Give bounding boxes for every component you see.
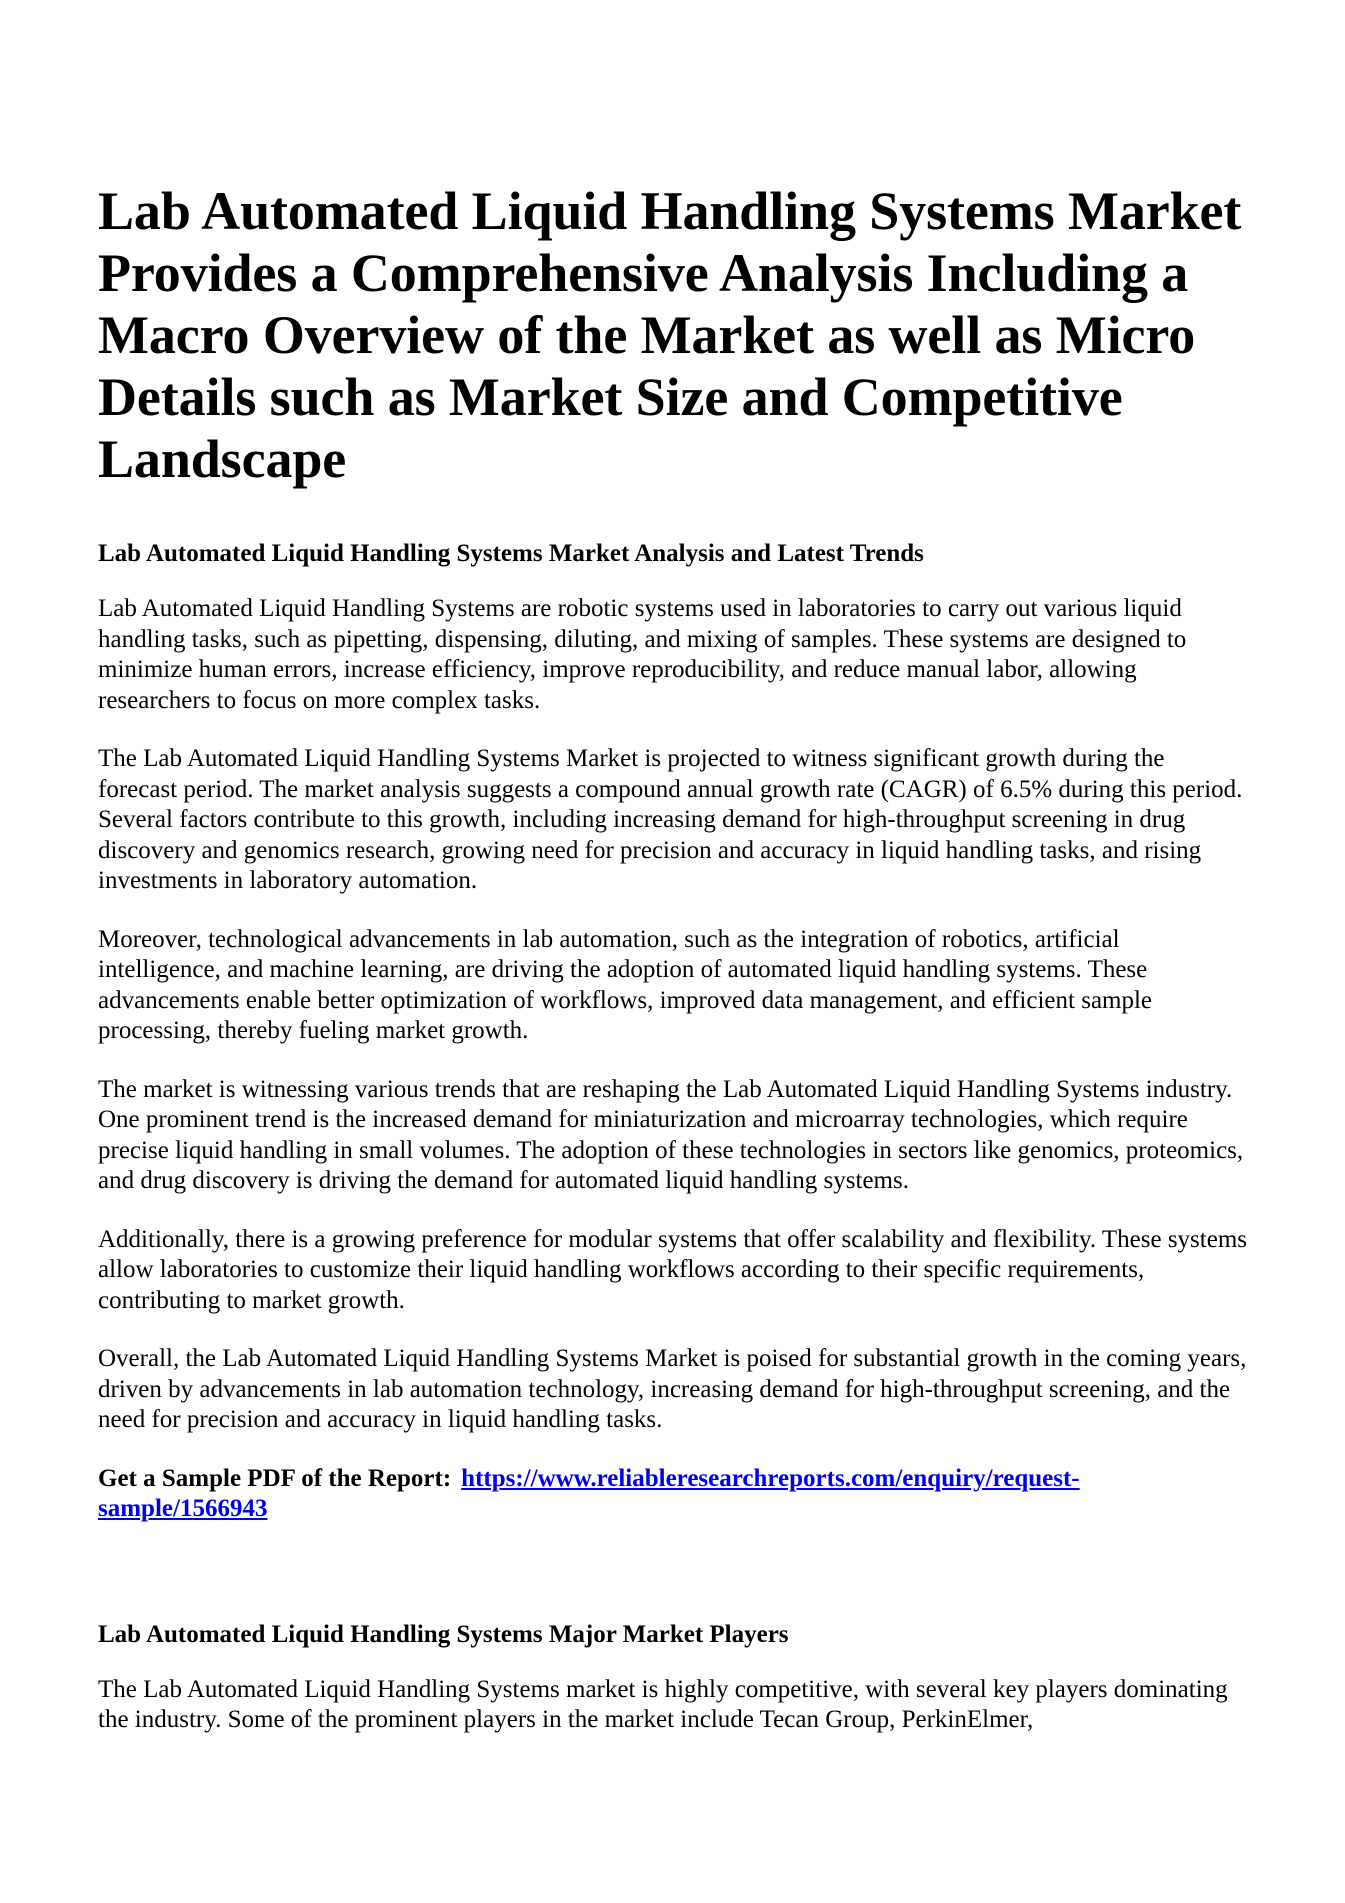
paragraph-intro: Lab Automated Liquid Handling Systems are robotic systems used in laboratories to carry out various liquid handling tasks, such as pipetting, dispensing, diluting, and mixing of samples. These systems are designed to minimize human errors, increase efficiency, improve reproducibility, and reduce manual labor, allowing researchers to focus on more complex tasks. bbox=[98, 595, 1187, 714]
paragraph-technology: Moreover, technological advancements in lab automation, such as the integration of robotics, artificial intelligence, and machine learning, are driving the adoption of automated liquid handling systems. These advancements enable better optimization of workflows, improved data management, and efficient sample processing, thereby fueling market growth. bbox=[98, 925, 1153, 1044]
sample-pdf-label: Get a Sample PDF of the Report: bbox=[98, 1464, 452, 1492]
paragraph-players: The Lab Automated Liquid Handling Systems market is highly competitive, with several key players dominating the industry. Some of the prominent players in the market include Tecan Group, PerkinElmer, bbox=[98, 1675, 1228, 1733]
sample-pdf-link[interactable]: https://www.reliableresearchreports.com/enquiry/request-sample/1566943 bbox=[98, 1464, 1080, 1522]
page-title: Lab Automated Liquid Handling Systems Market Provides a Comprehensive Analysis Including a Macro Overview of the Market as well as Micro Details such as Market Size and Competitive Landscape bbox=[98, 181, 1242, 489]
section-heading-analysis: Lab Automated Liquid Handling Systems Market Analysis and Latest Trends bbox=[98, 540, 924, 567]
sample-pdf-line bbox=[98, 1464, 1247, 1525]
paragraph-trends: The market is witnessing various trends that are reshaping the Lab Automated Liquid Handling Systems industry. One prominent trend is the increased demand for miniaturization and microarray technologies, which require precise liquid handling in small volumes. The adoption of these technologies in sectors like genomics, proteomics, and drug discovery is driving the demand for automated liquid handling systems. bbox=[98, 1075, 1244, 1194]
paragraph-overall: Overall, the Lab Automated Liquid Handling Systems Market is poised for substantial growth in the coming years, driven by advancements in lab automation technology, increasing demand for high-throughput screening, and the need for precision and accuracy in liquid handling tasks. bbox=[98, 1345, 1247, 1433]
paragraph-modular: Additionally, there is a growing preference for modular systems that offer scalability and flexibility. These systems allow laboratories to customize their liquid handling workflows according to their specific requirements, contributing to market growth. bbox=[98, 1225, 1247, 1314]
paragraph-growth: The Lab Automated Liquid Handling Systems Market is projected to witness significant growth during the forecast period. The market analysis suggests a compound annual growth rate (CAGR) of 6.5% during this period. Several factors contribute to this growth, including increasing demand for high-throughput screening in drug discovery and genomics research, growing need for precision and accuracy in liquid handling tasks, and rising investments in laboratory automation. bbox=[98, 745, 1243, 894]
section-heading-players: Lab Automated Liquid Handling Systems Major Market Players bbox=[98, 1620, 789, 1648]
